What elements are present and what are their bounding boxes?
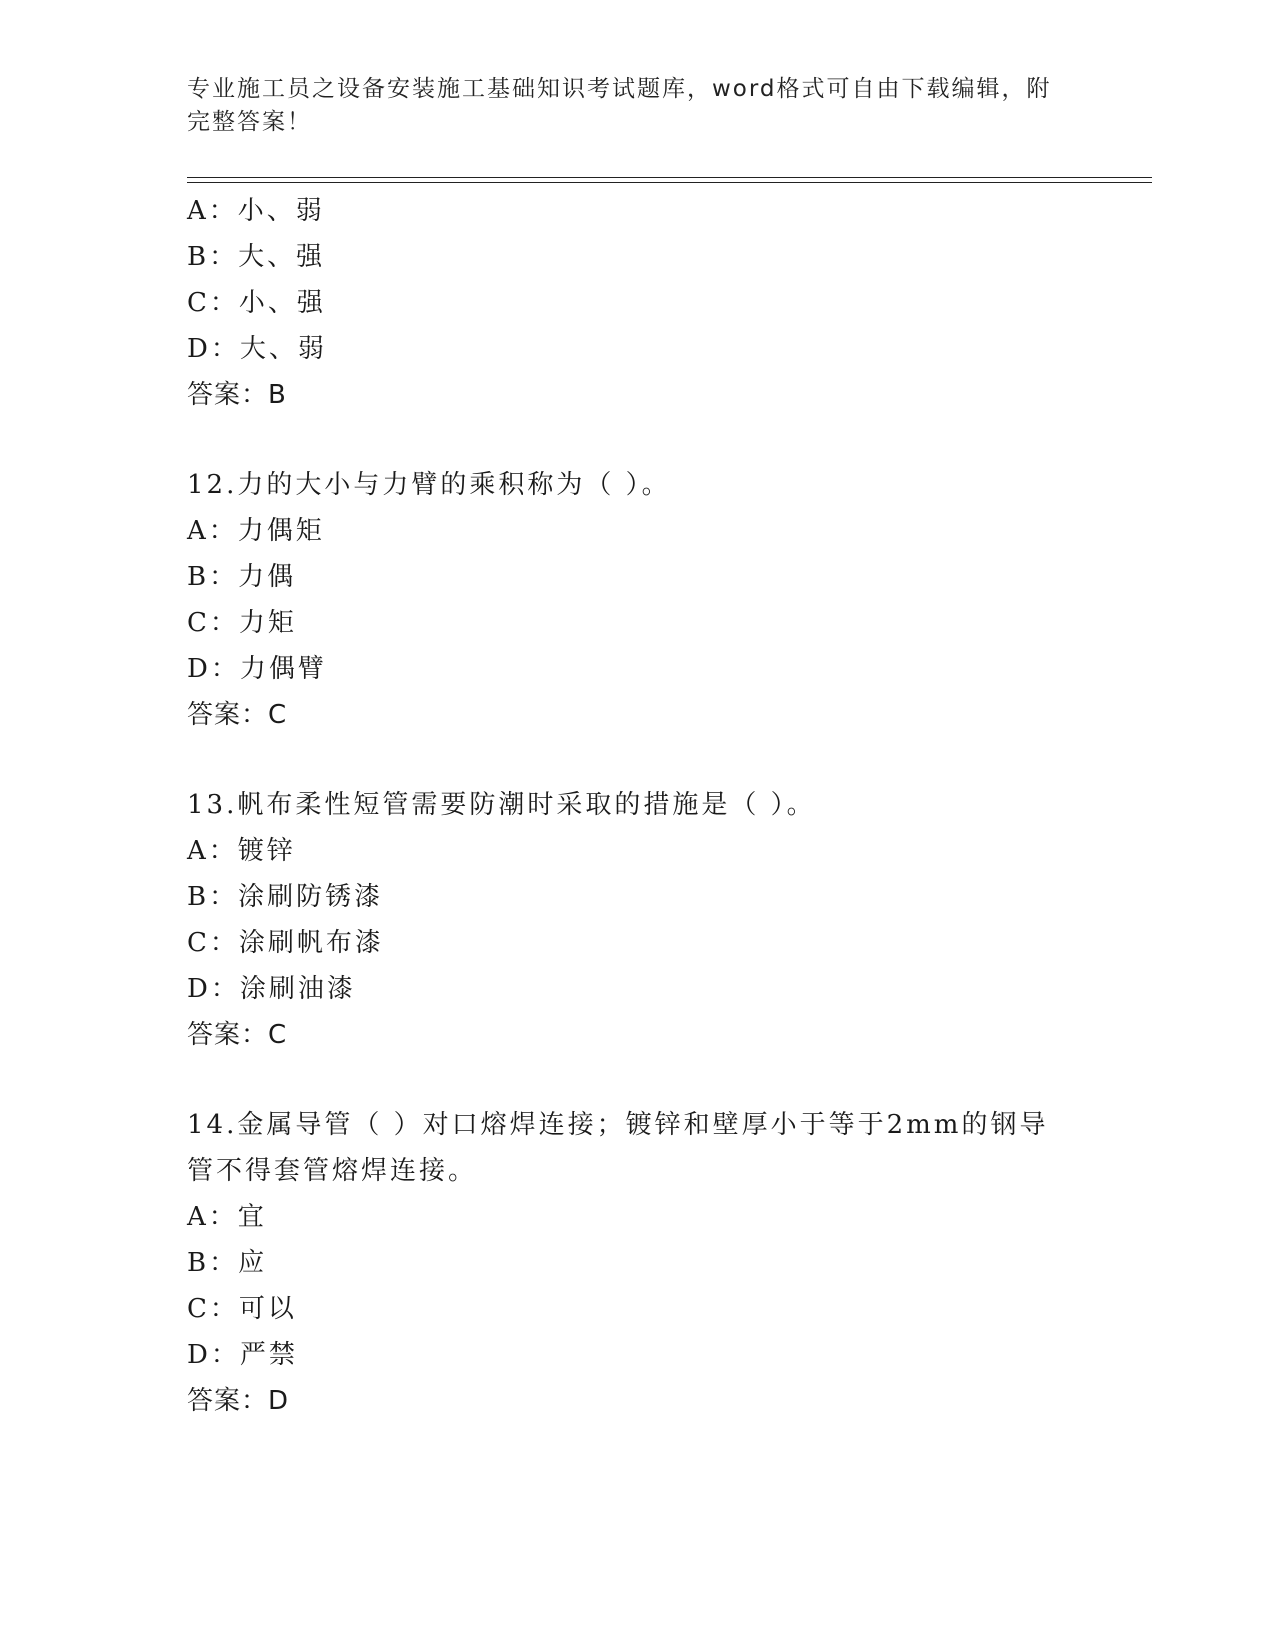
- option-a: A：镀锌: [187, 836, 296, 866]
- answer-line: 答案：C: [187, 1020, 288, 1050]
- answer-line: 答案：D: [187, 1386, 290, 1416]
- header-divider-top: [187, 177, 1152, 178]
- header-title: 专业施工员之设备安装施工基础知识考试题库，word格式可自由下载编辑，附完整答案！: [187, 76, 1052, 135]
- question-list: [187, 188, 1067, 1424]
- question-stem: 13.帆布柔性短管需要防潮时采取的措施是（ ）。: [187, 790, 816, 820]
- option-b: B：大、强: [187, 242, 326, 272]
- option-d: D：严禁: [187, 1340, 298, 1370]
- option-a: A：宜: [187, 1202, 267, 1232]
- option-b: B：涂刷防锈漆: [187, 882, 384, 912]
- option-c: C：可以: [187, 1294, 297, 1324]
- option-b: B：力偶: [187, 562, 297, 592]
- option-d: D：大、弱: [187, 334, 327, 364]
- question-block-13: [187, 782, 1067, 1058]
- option-c: C：小、强: [187, 288, 326, 318]
- answer-line: 答案：B: [187, 380, 287, 410]
- option-c: C：涂刷帆布漆: [187, 928, 384, 958]
- question-stem: 12.力的大小与力臂的乘积称为（ ）。: [187, 470, 671, 500]
- header-divider-bottom: [187, 182, 1152, 183]
- question-block-prev: [187, 188, 1067, 418]
- answer-line: 答案：C: [187, 700, 288, 730]
- document-header: [187, 73, 1067, 139]
- option-d: D：力偶臂: [187, 654, 327, 684]
- question-block-12: [187, 462, 1067, 738]
- option-b: B：应: [187, 1248, 268, 1278]
- option-c: C：力矩: [187, 608, 297, 638]
- option-a: A：小、弱: [187, 196, 325, 226]
- question-block-14: [187, 1102, 1067, 1424]
- option-d: D：涂刷油漆: [187, 974, 356, 1004]
- option-a: A：力偶矩: [187, 516, 325, 546]
- question-stem: 14.金属导管（ ）对口熔焊连接；镀锌和壁厚小于等于2mm的钢导管不得套管熔焊连接。: [187, 1110, 1049, 1186]
